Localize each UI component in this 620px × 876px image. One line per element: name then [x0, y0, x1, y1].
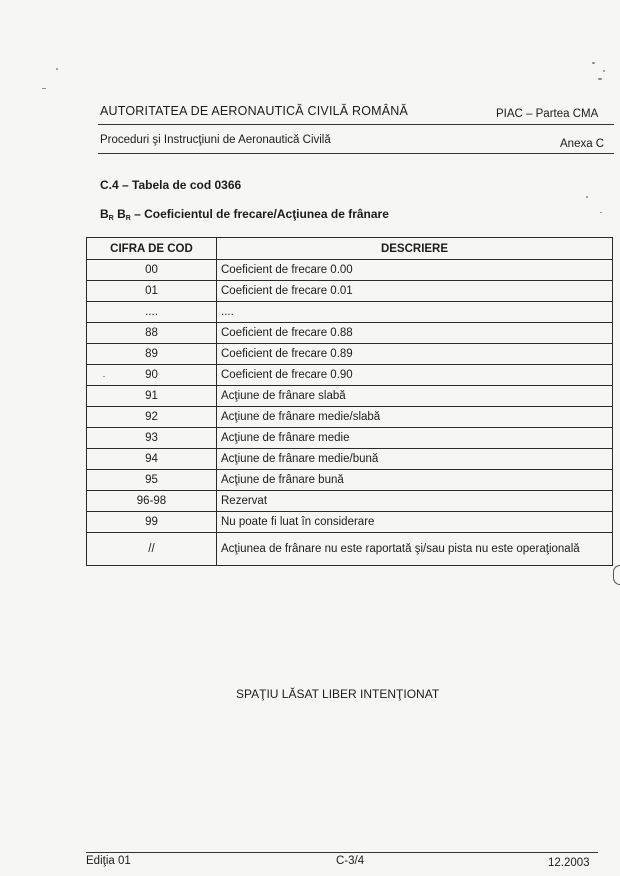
header-divider-1	[98, 124, 614, 125]
header-divider-2	[98, 153, 614, 154]
description-cell: Acţiune de frânare slabă	[217, 386, 613, 407]
footer-date: 12.2003	[548, 857, 590, 869]
scan-speck	[56, 68, 58, 70]
code-cell: //	[87, 533, 217, 566]
section-title: C.4 – Tabela de cod 0366	[100, 178, 242, 192]
code-cell: ....	[87, 302, 217, 323]
description-cell: Nu poate fi luat în considerare	[217, 512, 613, 533]
code-cell: 93	[87, 428, 217, 449]
scan-speck	[598, 78, 602, 80]
table-row	[87, 386, 613, 407]
code-cell: 89	[87, 344, 217, 365]
table-row	[87, 365, 613, 386]
table-row	[87, 533, 613, 566]
table-row	[87, 281, 613, 302]
scan-speck	[103, 376, 105, 377]
description-cell: Rezervat	[217, 491, 613, 512]
table-row	[87, 260, 613, 281]
code-cell: 99	[87, 512, 217, 533]
description-cell: Acţiune de frânare medie/slabă	[217, 407, 613, 428]
procedures-title: Proceduri şi Instrucţiuni de Aeronautică Civilă	[100, 134, 331, 146]
description-cell: Acţiune de frânare medie/bună	[217, 449, 613, 470]
table-row	[87, 428, 613, 449]
code-table	[86, 237, 613, 566]
scan-speck	[603, 70, 605, 72]
footer-edition: Ediţia 01	[86, 855, 131, 867]
table-row	[87, 512, 613, 533]
annex-label: Anexa C	[560, 138, 605, 150]
description-cell: Coeficient de frecare 0.88	[217, 323, 613, 344]
table-row	[87, 470, 613, 491]
column-header-code: CIFRA DE COD	[87, 238, 217, 260]
code-cell: 95	[87, 470, 217, 491]
scan-speck	[600, 212, 602, 213]
description-cell: Coeficient de frecare 0.89	[217, 344, 613, 365]
scan-speck	[592, 62, 595, 64]
column-header-description: DESCRIERE	[217, 238, 613, 260]
footer-divider	[86, 852, 598, 853]
code-cell: 96-98	[87, 491, 217, 512]
table-row	[87, 407, 613, 428]
table-row	[87, 344, 613, 365]
code-cell: 00	[87, 260, 217, 281]
description-cell: Acţiunea de frânare nu este raportată şi/sau pista nu este operaţională	[217, 533, 613, 566]
code-cell: 90	[87, 365, 217, 386]
footer-page-number: C-3/4	[336, 855, 365, 867]
section-subtitle: $B_R$ $B_R$ – Coeficientul de frecare/Acţiunea de frânare	[100, 207, 389, 222]
description-cell: Coeficient de frecare 0.01	[217, 281, 613, 302]
description-cell: Acţiune de frânare bună	[217, 470, 613, 491]
code-cell: 91	[87, 386, 217, 407]
scan-edge-mark	[613, 565, 620, 585]
table-row	[87, 449, 613, 470]
code-cell: 88	[87, 323, 217, 344]
intentionally-blank-note: SPAŢIU LĂSAT LIBER INTENŢIONAT	[236, 687, 440, 701]
description-cell: ....	[217, 302, 613, 323]
scan-speck	[42, 88, 46, 89]
description-cell: Coeficient de frecare 0.00	[217, 260, 613, 281]
table-header-row	[87, 238, 613, 260]
document-reference: PIAC – Partea CMA	[496, 108, 599, 120]
table-row	[87, 302, 613, 323]
description-cell: Acţiune de frânare medie	[217, 428, 613, 449]
authority-title: AUTORITATEA DE AERONAUTICĂ CIVILĂ ROMÂNĂ	[100, 104, 409, 118]
code-cell: 94	[87, 449, 217, 470]
scan-speck	[586, 196, 588, 198]
code-cell: 01	[87, 281, 217, 302]
description-cell: Coeficient de frecare 0.90	[217, 365, 613, 386]
code-cell: 92	[87, 407, 217, 428]
table-row	[87, 323, 613, 344]
table-row	[87, 491, 613, 512]
